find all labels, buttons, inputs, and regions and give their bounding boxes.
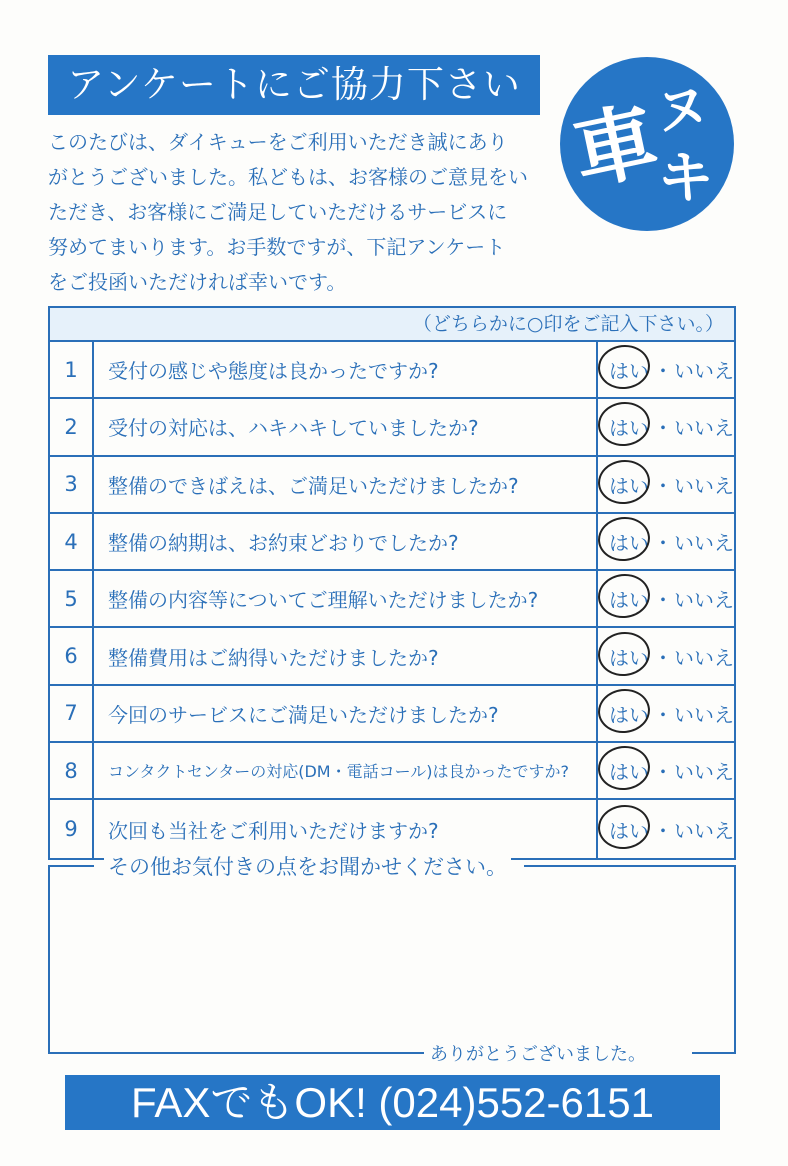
question-text: 整備の内容等についてご理解いただけましたか?	[94, 571, 598, 626]
answer-no[interactable]: いいえ	[674, 702, 734, 727]
answer-yes[interactable]	[606, 642, 652, 671]
intro-line: がとうございました。私どもは、お客様のご意見をい	[48, 165, 528, 189]
question-row	[50, 457, 734, 514]
answer-yes[interactable]	[606, 412, 652, 441]
handwritten-circle-mark	[596, 514, 652, 563]
answer-no[interactable]: いいえ	[674, 588, 734, 613]
answer-separator: ・	[653, 760, 673, 785]
answer-options	[598, 800, 734, 857]
page-title: アンケートにご協力下さい	[48, 55, 540, 115]
logo-char: ヌ	[652, 76, 712, 144]
answer-no[interactable]: いいえ	[674, 760, 734, 785]
answer-options	[598, 628, 734, 683]
intro-paragraph	[48, 125, 548, 300]
answer-options	[598, 342, 734, 397]
question-number: 6	[50, 628, 94, 683]
answer-no[interactable]: いいえ	[674, 818, 734, 843]
answer-separator: ・	[653, 359, 673, 384]
fax-banner: FAXでもOK! (024)552-6151	[65, 1075, 720, 1130]
question-text: 整備費用はご納得いただけましたか?	[94, 628, 598, 683]
answer-separator: ・	[653, 645, 673, 670]
answer-no[interactable]: いいえ	[674, 359, 734, 384]
company-logo	[558, 55, 736, 233]
question-number: 5	[50, 571, 94, 626]
intro-line: 努めてまいります。お手数ですが、下記アンケート	[48, 235, 506, 259]
handwritten-circle-mark	[596, 572, 652, 621]
question-text: 整備の納期は、お約束どおりでしたか?	[94, 514, 598, 569]
handwritten-circle-mark	[596, 457, 652, 506]
comments-label: その他お気付きの点をお聞かせください。	[104, 851, 511, 881]
answer-yes-label: はい	[609, 645, 649, 670]
handwritten-circle-mark	[596, 802, 652, 851]
handwritten-circle-mark	[596, 400, 652, 449]
handwritten-circle-mark	[596, 629, 652, 678]
handwritten-circle-mark	[596, 686, 652, 735]
answer-no[interactable]: いいえ	[674, 473, 734, 498]
answer-yes[interactable]	[606, 584, 652, 613]
question-row	[50, 686, 734, 743]
comments-box[interactable]	[48, 865, 736, 1053]
answer-options	[598, 571, 734, 626]
answer-no[interactable]: いいえ	[674, 416, 734, 441]
handwritten-circle-mark	[596, 744, 652, 793]
answer-yes-label: はい	[609, 588, 649, 613]
answer-yes[interactable]	[606, 815, 652, 844]
answer-separator: ・	[653, 818, 673, 843]
answer-yes-label: はい	[609, 473, 649, 498]
question-row	[50, 743, 734, 800]
answer-yes[interactable]	[606, 527, 652, 556]
answer-no[interactable]: いいえ	[674, 531, 734, 556]
answer-yes-label: はい	[609, 416, 649, 441]
question-text: 今回のサービスにご満足いただけましたか?	[94, 686, 598, 741]
answer-separator: ・	[653, 416, 673, 441]
answer-yes[interactable]	[606, 355, 652, 384]
intro-line: をご投函いただければ幸いです。	[48, 270, 347, 294]
question-text: 次回も当社をご利用いただけますか?	[94, 800, 598, 857]
answer-yes-label: はい	[609, 702, 649, 727]
question-row	[50, 628, 734, 685]
answer-separator: ・	[653, 531, 673, 556]
answer-yes[interactable]	[606, 699, 652, 728]
question-row	[50, 514, 734, 571]
question-row	[50, 399, 734, 456]
answer-yes-label: はい	[609, 818, 649, 843]
answer-yes[interactable]	[606, 470, 652, 499]
question-number: 2	[50, 399, 94, 454]
question-row	[50, 571, 734, 628]
question-row	[50, 342, 734, 399]
question-text: 受付の対応は、ハキハキしていましたか?	[94, 399, 598, 454]
answer-options	[598, 743, 734, 798]
answer-options	[598, 686, 734, 741]
answer-separator: ・	[653, 473, 673, 498]
question-number: 4	[50, 514, 94, 569]
question-number: 3	[50, 457, 94, 512]
answer-yes-label: はい	[609, 760, 649, 785]
question-text: 整備のできばえは、ご満足いただけましたか?	[94, 457, 598, 512]
answer-options	[598, 399, 734, 454]
answer-yes-label: はい	[609, 531, 649, 556]
answer-yes[interactable]	[606, 756, 652, 785]
logo-char: キ	[653, 142, 718, 215]
question-number: 1	[50, 342, 94, 397]
intro-line: ただき、お客様にご満足していただけるサービスに	[48, 200, 508, 224]
answer-options	[598, 514, 734, 569]
thanks-text: ありがとうございました。	[428, 1040, 648, 1066]
survey-table	[48, 306, 736, 860]
answer-no[interactable]: いいえ	[674, 645, 734, 670]
survey-instruction: （どちらかに○印をご記入下さい。）	[50, 308, 734, 342]
question-text: 受付の感じや態度は良かったですか?	[94, 342, 598, 397]
handwritten-circle-mark	[596, 343, 652, 392]
question-text: コンタクトセンターの対応(DM・電話コール)は良かったですか?	[94, 743, 598, 798]
question-row	[50, 800, 734, 857]
answer-separator: ・	[653, 588, 673, 613]
answer-yes-label: はい	[609, 359, 649, 384]
question-number: 8	[50, 743, 94, 798]
answer-options	[598, 457, 734, 512]
intro-line: このたびは、ダイキューをご利用いただき誠にあり	[48, 130, 508, 154]
answer-separator: ・	[653, 702, 673, 727]
question-number: 7	[50, 686, 94, 741]
question-number: 9	[50, 800, 94, 857]
logo-char: 車	[565, 92, 666, 203]
